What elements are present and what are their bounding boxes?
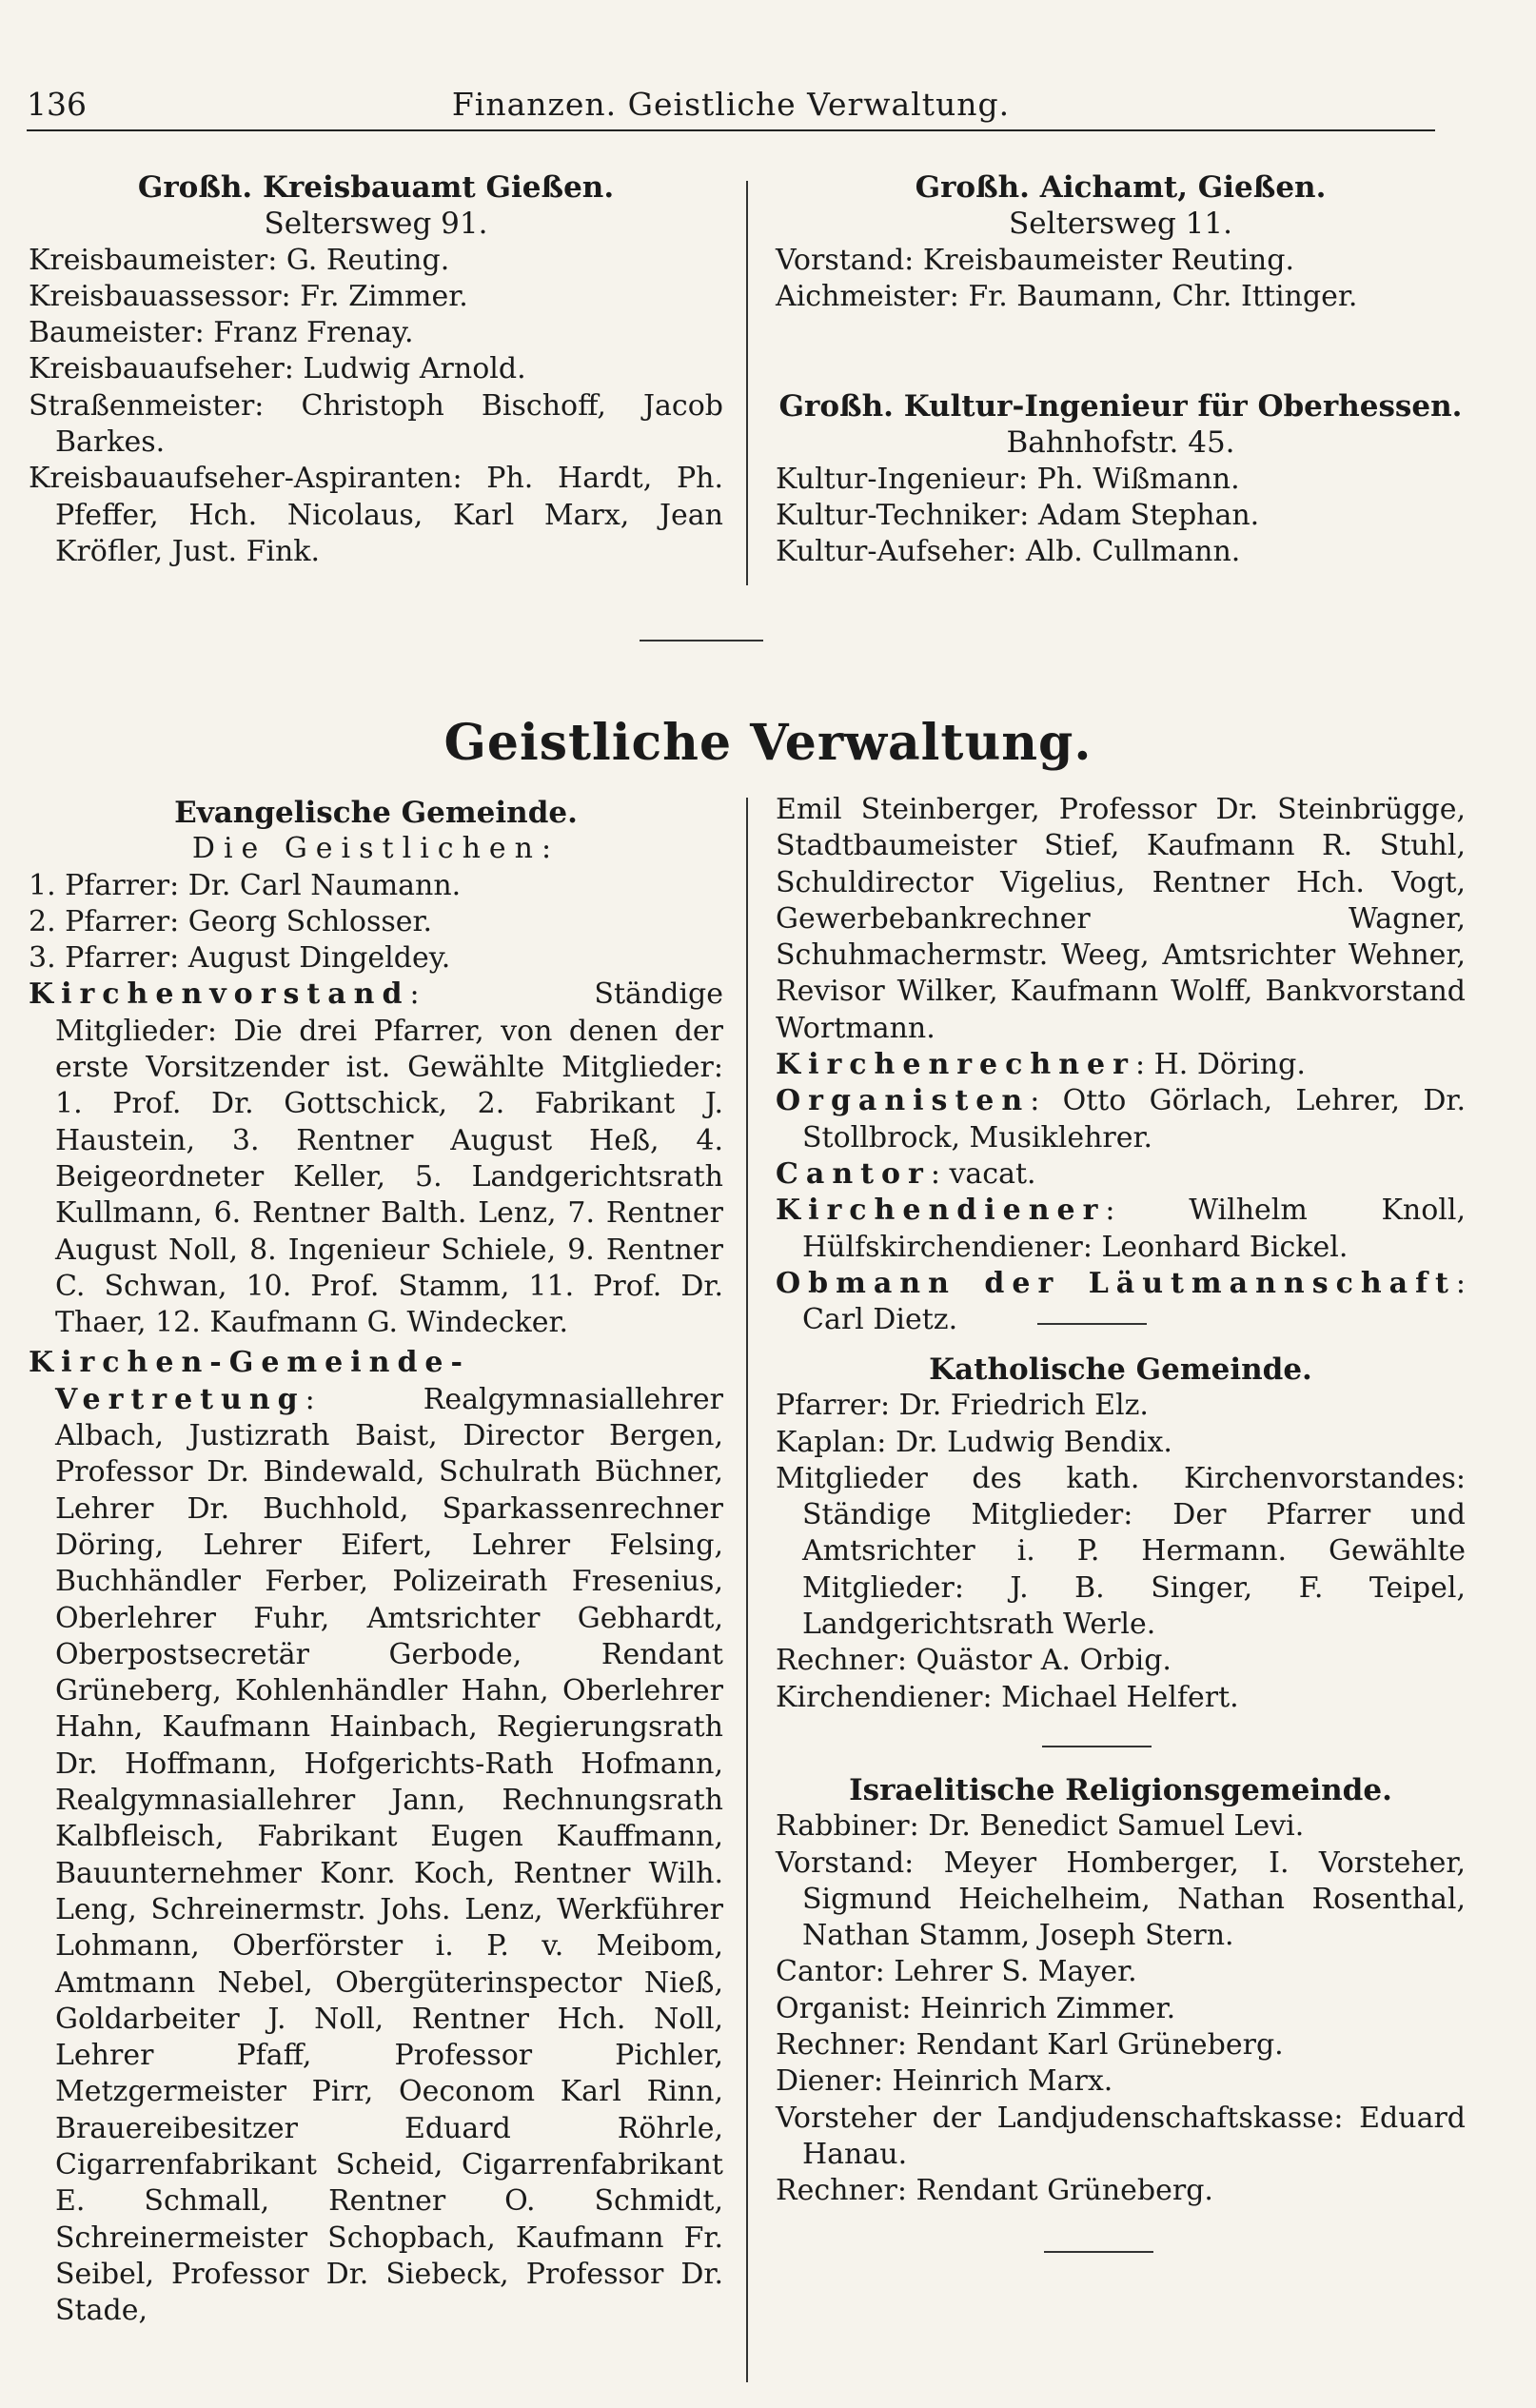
kultur-section <box>776 388 1466 570</box>
page-header <box>27 86 1435 128</box>
israelitisch-section <box>776 1772 1466 2210</box>
kirchendiener-text: : Wilhelm Knoll, Hülfskirchendiener: Leonhard Bickel. <box>802 1194 1466 1264</box>
section-rule <box>1044 2251 1153 2253</box>
israelitisch-line: Organist: Heinrich Zimmer. <box>776 1991 1176 2025</box>
katholisch-line: Kaplan: Dr. Ludwig Bendix. <box>776 1425 1172 1459</box>
cantor-entry <box>776 1156 1466 1193</box>
katholisch-heading: Katholische Gemeinde. <box>929 1352 1312 1387</box>
vertretung-label: Kirchen-Gemeinde-Vertretung <box>29 1346 470 1416</box>
cantor-text: : vacat. <box>930 1156 1036 1191</box>
section-rule <box>1042 1746 1152 1747</box>
pfarrer-line: 2. Pfarrer: Georg Schlosser. <box>29 904 433 938</box>
kirchenvorstand-entry <box>29 977 723 1341</box>
evangelisch-continued <box>776 792 1466 1338</box>
kirchendiener-label: Kirchendiener <box>776 1194 1106 1228</box>
section-rule <box>1037 1323 1147 1325</box>
organisten-entry <box>776 1083 1466 1156</box>
geistlichen-heading: Die Geistlichen: <box>191 832 561 866</box>
section-rule <box>640 640 763 641</box>
vertretung-text: : Realgymnasiallehrer Albach, Justizrath Baist, Director Bergen, Professor Dr. Bindewald, Schulrath Büchner, Lehrer Dr. Buchhold, Sparkassenrechner Döring, Lehrer Eifert, Lehrer Felsing, Buchhändler Ferber, Polizeirath Fresenius, Oberlehrer Fuhr, Amtsrichter Gebhardt, Oberpostsecretär Gerbode, Rendant Grüneberg, Kohlenhändler Hahn, Oberlehrer Hahn, Kaufmann Hainbach, Regierungsrath Dr. Hoffmann, Hofgerichts-Rath Hofmann, Realgymnasiallehrer Jann, Rechnungsrath Kalbfleisch, Fabrikant Eugen Kauffmann, Bauunternehmer Konr. Koch, Rentner Wilh. Leng, Schreinermstr. Johs. Lenz, Werkführer Lohmann, Oberförster i. P. v. Meibom, Amtmann Nebel, Obergüterinspector Nieß, Goldarbeiter J. Noll, Rentner Hch. Noll, Lehrer Pfaff, Professor Pichler, Metzgermeister Pirr, Oeconom Karl Rinn, Brauereibesitzer Eduard Röhrle, Cigarrenfabrikant Scheid, Cigarrenfabrikant E. Schmall, Rentner O. Schmidt, Schreinermeister Schopbach, Kaufmann Fr. Seibel, Professor Dr. Siebeck, Professor Dr. Stade, <box>55 1382 723 2328</box>
column-divider-bottom <box>746 798 748 2382</box>
organisten-label: Organisten <box>776 1084 1031 1118</box>
evangelisch-heading: Evangelische Gemeinde. <box>174 796 578 830</box>
kultur-line: Kultur-Ingenieur: Ph. Wißmann. <box>776 462 1240 496</box>
kultur-address: Bahnhofstr. 45. <box>1006 425 1235 461</box>
aichamt-line: Vorstand: Kreisbaumeister Reuting. <box>776 243 1294 277</box>
cantor-label: Cantor <box>776 1156 931 1191</box>
katholisch-section <box>776 1352 1466 1716</box>
israelitisch-line: Diener: Heinrich Marx. <box>776 2064 1113 2099</box>
vertretung-entry <box>29 1345 723 2329</box>
kirchenrechner-label: Kirchenrechner <box>776 1048 1135 1082</box>
kultur-line: Kultur-Techniker: Adam Stephan. <box>776 498 1260 532</box>
kreisbauamt-line: Kreisbauassessor: Fr. Zimmer. <box>29 279 468 313</box>
organisten-text: : Otto Görlach, Lehrer, Dr. Stollbrock, Musiklehrer. <box>802 1084 1466 1155</box>
header-rule <box>27 129 1435 131</box>
israelitisch-line: Rechner: Rendant Grüneberg. <box>776 2174 1213 2208</box>
page-number: 136 <box>27 86 87 123</box>
kirchenvorstand-text: : Ständige Mitglieder: Die drei Pfarrer, von denen der erste Vorsitzender ist. Gewählte Mitglieder: 1. Prof. Dr. Gottschick, 2. Fabrikant J. Haustein, 3. Rentner August Heß, 4. Beigeordneter Keller, 5. Landgerichtsrath Kullmann, 6. Rentner Balth. Lenz, 7. Rentner August Noll, 8. Ingenieur Schiele, 9. Rentner C. Schwan, 10. Prof. Stamm, 11. Prof. Dr. Thaer, 12. Kaufmann G. Windecker. <box>55 977 723 1340</box>
column-divider-top <box>746 181 748 585</box>
kreisbauamt-address: Seltersweg 91. <box>264 207 488 242</box>
kreisbauamt-line: Kreisbauaufseher: Ludwig Arnold. <box>29 352 526 386</box>
israelitisch-heading: Israelitische Religionsgemeinde. <box>849 1773 1392 1807</box>
vertretung-cont: Emil Steinberger, Professor Dr. Steinbrügge, Stadtbaumeister Stief, Kaufmann R. Stuhl, Schuldirector Vigelius, Rentner Hch. Vogt, Gewerbebankrechner Wagner, Schuhmachermstr. Weeg, Amtsrichter Wehner, Revisor Wilker, Kaufmann Wolff, Bankvorstand Wortmann. <box>776 793 1466 1045</box>
obmann-entry <box>776 1266 1466 1339</box>
kirchenvorstand-label: Kirchenvorstand <box>29 977 410 1012</box>
israelitisch-line: Rabbiner: Dr. Benedict Samuel Levi. <box>776 1809 1305 1844</box>
kirchenrechner-text: : H. Döring. <box>1134 1048 1306 1082</box>
katholisch-line: Rechner: Quästor A. Orbig. <box>776 1644 1172 1678</box>
kultur-line: Kultur-Aufseher: Alb. Cullmann. <box>776 535 1241 569</box>
kreisbauamt-line: Kreisbauaufseher-Aspiranten: Ph. Hardt, Ph. Pfeffer, Hch. Nicolaus, Karl Marx, Jean Kröfler, Just. Fink. <box>29 462 723 568</box>
main-title: Geistliche Verwaltung. <box>443 714 1093 772</box>
evangelisch-section <box>29 795 723 2329</box>
aichamt-section <box>776 169 1466 315</box>
kultur-title: Großh. Kultur-Ingenieur für Oberhessen. <box>778 389 1463 424</box>
katholisch-line: Mitglieder des kath. Kirchenvorstandes: Ständige Mitglieder: Der Pfarrer und Amtsrichter i. P. Hermann. Gewählte Mitglieder: J. B. Singer, F. Teipel, Landgerichtsrath Werle. <box>776 1461 1466 1642</box>
aichamt-line: Aichmeister: Fr. Baumann, Chr. Ittinger. <box>776 279 1358 313</box>
pfarrer-line: 1. Pfarrer: Dr. Carl Naumann. <box>29 868 462 902</box>
kreisbauamt-line: Straßenmeister: Christoph Bischoff, Jacob Barkes. <box>29 388 723 460</box>
israelitisch-line: Vorsteher der Landjudenschaftskasse: Eduard Hanau. <box>776 2101 1466 2171</box>
obmann-label: Obmann der Läutmannschaft <box>776 1266 1456 1300</box>
katholisch-line: Kirchendiener: Michael Helfert. <box>776 1680 1239 1714</box>
obmann-text: : Carl Dietz. <box>802 1266 1466 1337</box>
kreisbauamt-line: Baumeister: Franz Frenay. <box>29 316 414 350</box>
kreisbauamt-line: Kreisbaumeister: G. Reuting. <box>29 243 450 277</box>
aichamt-address: Seltersweg 11. <box>1009 207 1232 242</box>
kreisbauamt-section <box>29 169 723 570</box>
israelitisch-line: Vorstand: Meyer Homberger, I. Vorsteher, Sigmund Heichelheim, Nathan Rosenthal, Nathan Stamm, Joseph Stern. <box>776 1845 1466 1953</box>
pfarrer-line: 3. Pfarrer: August Dingeldey. <box>29 941 451 976</box>
israelitisch-line: Rechner: Rendant Karl Grüneberg. <box>776 2028 1284 2063</box>
kreisbauamt-title: Großh. Kreisbauamt Gießen. <box>137 170 615 205</box>
israelitisch-line: Cantor: Lehrer S. Mayer. <box>776 1955 1137 1989</box>
kirchenrechner-entry <box>776 1047 1466 1083</box>
running-title: Finanzen. Geistliche Verwaltung. <box>451 86 1011 123</box>
aichamt-title: Großh. Aichamt, Gießen. <box>915 170 1327 205</box>
kirchendiener-entry <box>776 1193 1466 1266</box>
katholisch-line: Pfarrer: Dr. Friedrich Elz. <box>776 1389 1149 1423</box>
